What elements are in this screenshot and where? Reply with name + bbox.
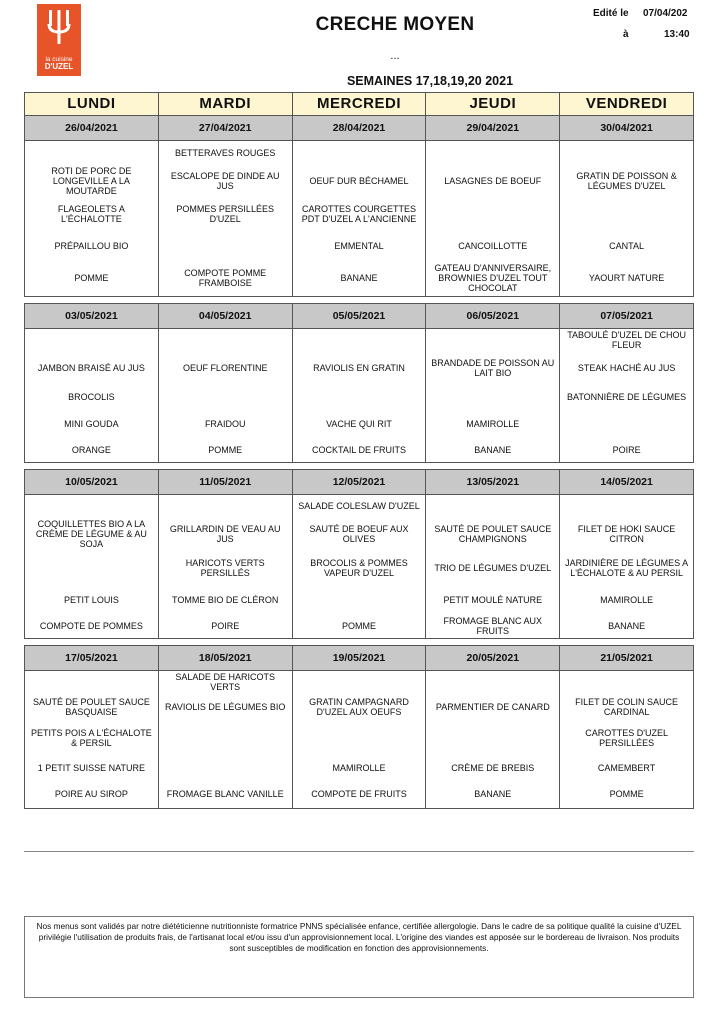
menu-row [25,197,694,231]
menu-item: SAUTÉ DE POULET SAUCE BASQUAISE [25,693,159,721]
date-cell: 18/05/2021 [158,646,292,671]
menu-item [25,141,159,165]
menu-item: MAMIROLLE [560,585,694,615]
menu-item: PRÉPAILLOU BIO [25,231,159,261]
menu-item [426,197,560,231]
menu-item: FROMAGE BLANC AUX FRUITS [426,615,560,639]
menu-item: POMME [158,439,292,463]
date-cell: 06/05/2021 [426,304,560,329]
edit-date: 07/04/202 [643,8,688,19]
menu-item: POIRE AU SIROP [25,781,159,809]
menu-item: FILET DE HOKI SAUCE CITRON [560,517,694,551]
menu-row [25,495,694,517]
logo-line1: la cuisine [45,55,73,63]
date-row [25,304,694,329]
date-cell: 20/05/2021 [426,646,560,671]
menu-item [158,231,292,261]
menu-item: POIRE [560,439,694,463]
menu-item [25,551,159,585]
menu-item: CAMEMBERT [560,755,694,781]
menu-row [25,141,694,165]
menu-item [158,385,292,409]
bottom-divider [24,851,694,852]
date-cell: 13/05/2021 [426,470,560,495]
menu-item: CANTAL [560,231,694,261]
menu-item [426,385,560,409]
menu-item [560,197,694,231]
menu-item: PETIT LOUIS [25,585,159,615]
menu-item: GRATIN CAMPAGNARD D'UZEL AUX OEUFS [292,693,426,721]
menu-item: POMMES PERSILLÉES D'UZEL [158,197,292,231]
menu-row [25,409,694,439]
menu-item: TRIO DE LÉGUMES D'UZEL [426,551,560,585]
menu-item: BANANE [560,615,694,639]
menu-item: CRÈME DE BREBIS [426,755,560,781]
menu-item [292,671,426,693]
logo-line2: D'UZEL [44,62,74,72]
date-row [25,646,694,671]
week-gap [25,639,694,646]
menu-item: POMME [560,781,694,809]
menu-item: FRAIDOU [158,409,292,439]
menu-item: ORANGE [25,439,159,463]
menu-item: TOMME BIO DE CLÉRON [158,585,292,615]
gap-cell [292,463,426,470]
menu-item [426,671,560,693]
menu-row [25,517,694,551]
menu-item [25,495,159,517]
menu-item: HARICOTS VERTS PERSILLÉS [158,551,292,585]
gap-cell [25,639,159,646]
week-gap [25,463,694,470]
date-row [25,116,694,141]
menu-item: FROMAGE BLANC VANILLE [158,781,292,809]
menu-item [292,385,426,409]
menu-item: BRANDADE DE POISSON AU LAIT BIO [426,351,560,385]
menu-item: POIRE [158,615,292,639]
date-row [25,470,694,495]
title-dots: ... [390,50,400,62]
date-cell: 26/04/2021 [25,116,159,141]
menu-row [25,755,694,781]
menu-item: ESCALOPE DE DINDE AU JUS [158,165,292,197]
menu-item: POMME [25,261,159,297]
gap-cell [426,463,560,470]
menu-item: COMPOTE DE FRUITS [292,781,426,809]
menu-item: CANCOILLOTTE [426,231,560,261]
date-cell: 04/05/2021 [158,304,292,329]
menu-item: JAMBON BRAISÉ AU JUS [25,351,159,385]
menu-item: SALADE DE HARICOTS VERTS [158,671,292,693]
menu-item [560,409,694,439]
menu-row [25,165,694,197]
menu-item [426,495,560,517]
date-cell: 05/05/2021 [292,304,426,329]
fork-icon [46,10,72,46]
menu-item: COMPOTE DE POMMES [25,615,159,639]
gap-cell [158,297,292,304]
date-cell: 17/05/2021 [25,646,159,671]
date-cell: 10/05/2021 [25,470,159,495]
footer-note: Nos menus sont validés par notre diététicienne nutritionniste formatrice PNNS spécialisée enfance, certifiée allergologie. Dans le cadre de sa politique qualité la cuisine d'UZEL privilégie l'utilisation de produits frais, de l'artisanat local et/ou issu d'un approvisionnement local. L'origine des viandes est apposée sur le bordereau de livraison. Nos produits sont susceptibles de modification en fonction des approvisionnements. [24,916,694,998]
menu-item: SALADE COLESLAW D'UZEL [292,495,426,517]
menu-item: LASAGNES DE BOEUF [426,165,560,197]
menu-item: TABOULÉ D'UZEL DE CHOU FLEUR [560,329,694,351]
gap-cell [158,463,292,470]
menu-item: PETITS POIS A L'ÉCHALOTE & PERSIL [25,721,159,755]
menu-item [292,585,426,615]
menu-item: YAOURT NATURE [560,261,694,297]
menu-item: PETIT MOULÉ NATURE [426,585,560,615]
menu-row [25,385,694,409]
day-header: JEUDI [426,93,560,116]
menu-item: BROCOLIS [25,385,159,409]
menu-row [25,585,694,615]
menu-item: COMPOTE POMME FRAMBOISE [158,261,292,297]
day-header: MARDI [158,93,292,116]
date-cell: 19/05/2021 [292,646,426,671]
logo [37,4,81,76]
gap-cell [25,297,159,304]
date-cell: 12/05/2021 [292,470,426,495]
menu-item [292,721,426,755]
menu-item [560,495,694,517]
menu-item: FILET DE COLIN SAUCE CARDINAL [560,693,694,721]
menu-item: STEAK HACHÉ AU JUS [560,351,694,385]
date-cell: 29/04/2021 [426,116,560,141]
menu-item: OEUF DUR BÉCHAMEL [292,165,426,197]
menu-item: CAROTTES COURGETTES PDT D'UZEL A L'ANCIENNE [292,197,426,231]
menu-item [158,495,292,517]
menu-item [25,329,159,351]
date-cell: 28/04/2021 [292,116,426,141]
date-cell: 14/05/2021 [560,470,694,495]
menu-row [25,329,694,351]
menu-item: GATEAU D'ANNIVERSAIRE, BROWNIES D'UZEL TOUT CHOCOLAT [426,261,560,297]
menu-item: CAROTTES D'UZEL PERSILLÉES [560,721,694,755]
menu-row [25,781,694,809]
menu-row [25,551,694,585]
menu-row [25,693,694,721]
menu-item: JARDINIÈRE DE LÉGUMES A L'ÉCHALOTE & AU PERSIL [560,551,694,585]
menu-item: FLAGEOLETS A L'ÉCHALOTTE [25,197,159,231]
week-gap [25,297,694,304]
menu-row [25,671,694,693]
menu-item: 1 PETIT SUISSE NATURE [25,755,159,781]
menu-item: MINI GOUDA [25,409,159,439]
menu-item: BATONNIÈRE DE LÉGUMES [560,385,694,409]
menu-item [25,671,159,693]
gap-cell [560,463,694,470]
date-cell: 03/05/2021 [25,304,159,329]
menu-row [25,261,694,297]
gap-cell [560,297,694,304]
gap-cell [25,463,159,470]
day-header: VENDREDI [560,93,694,116]
menu-item: BROCOLIS & POMMES VAPEUR D'UZEL [292,551,426,585]
menu-item: SAUTÉ DE POULET SAUCE CHAMPIGNONS [426,517,560,551]
menu-item [158,329,292,351]
menu-item [426,329,560,351]
menu-item [292,329,426,351]
menu-row [25,721,694,755]
edit-time: 13:40 [664,29,690,40]
date-cell: 07/05/2021 [560,304,694,329]
menu-table [24,92,694,809]
menu-row [25,231,694,261]
page-title: CRECHE MOYEN [315,14,475,35]
menu-item: BANANE [426,439,560,463]
menu-item: SAUTÉ DE BOEUF AUX OLIVES [292,517,426,551]
menu-item: BANANE [292,261,426,297]
day-header: LUNDI [25,93,159,116]
weeks-subtitle: SEMAINES 17,18,19,20 2021 [346,74,514,88]
date-cell: 27/04/2021 [158,116,292,141]
menu-item: VACHE QUI RIT [292,409,426,439]
menu-item [292,141,426,165]
menu-item: GRATIN DE POISSON & LÉGUMES D'UZEL [560,165,694,197]
gap-cell [560,639,694,646]
menu-item: MAMIROLLE [426,409,560,439]
menu-item: OEUF FLORENTINE [158,351,292,385]
menu-row [25,439,694,463]
date-cell: 11/05/2021 [158,470,292,495]
menu-row [25,351,694,385]
menu-item [158,755,292,781]
menu-item: POMME [292,615,426,639]
menu-item: ROTI DE PORC DE LONGEVILLE A LA MOUTARDE [25,165,159,197]
menu-row [25,615,694,639]
edit-label: Edité le [593,8,629,19]
menu-item: COCKTAIL DE FRUITS [292,439,426,463]
day-header: MERCREDI [292,93,426,116]
menu-item [560,141,694,165]
gap-cell [426,639,560,646]
menu-item [158,721,292,755]
day-header-row [25,93,694,116]
gap-cell [292,639,426,646]
menu-item: BANANE [426,781,560,809]
date-cell: 21/05/2021 [560,646,694,671]
menu-item: EMMENTAL [292,231,426,261]
menu-item: COQUILLETTES BIO A LA CRÈME DE LÉGUME & AU SOJA [25,517,159,551]
gap-cell [426,297,560,304]
menu-item: BETTERAVES ROUGES [158,141,292,165]
menu-item: MAMIROLLE [292,755,426,781]
menu-item: RAVIOLIS EN GRATIN [292,351,426,385]
date-cell: 30/04/2021 [560,116,694,141]
gap-cell [292,297,426,304]
menu-item: GRILLARDIN DE VEAU AU JUS [158,517,292,551]
gap-cell [158,639,292,646]
menu-item: PARMENTIER DE CANARD [426,693,560,721]
menu-item: RAVIOLIS DE LÉGUMES BIO [158,693,292,721]
menu-item [426,141,560,165]
at-label: à [623,29,629,40]
menu-item [560,671,694,693]
menu-item [426,721,560,755]
